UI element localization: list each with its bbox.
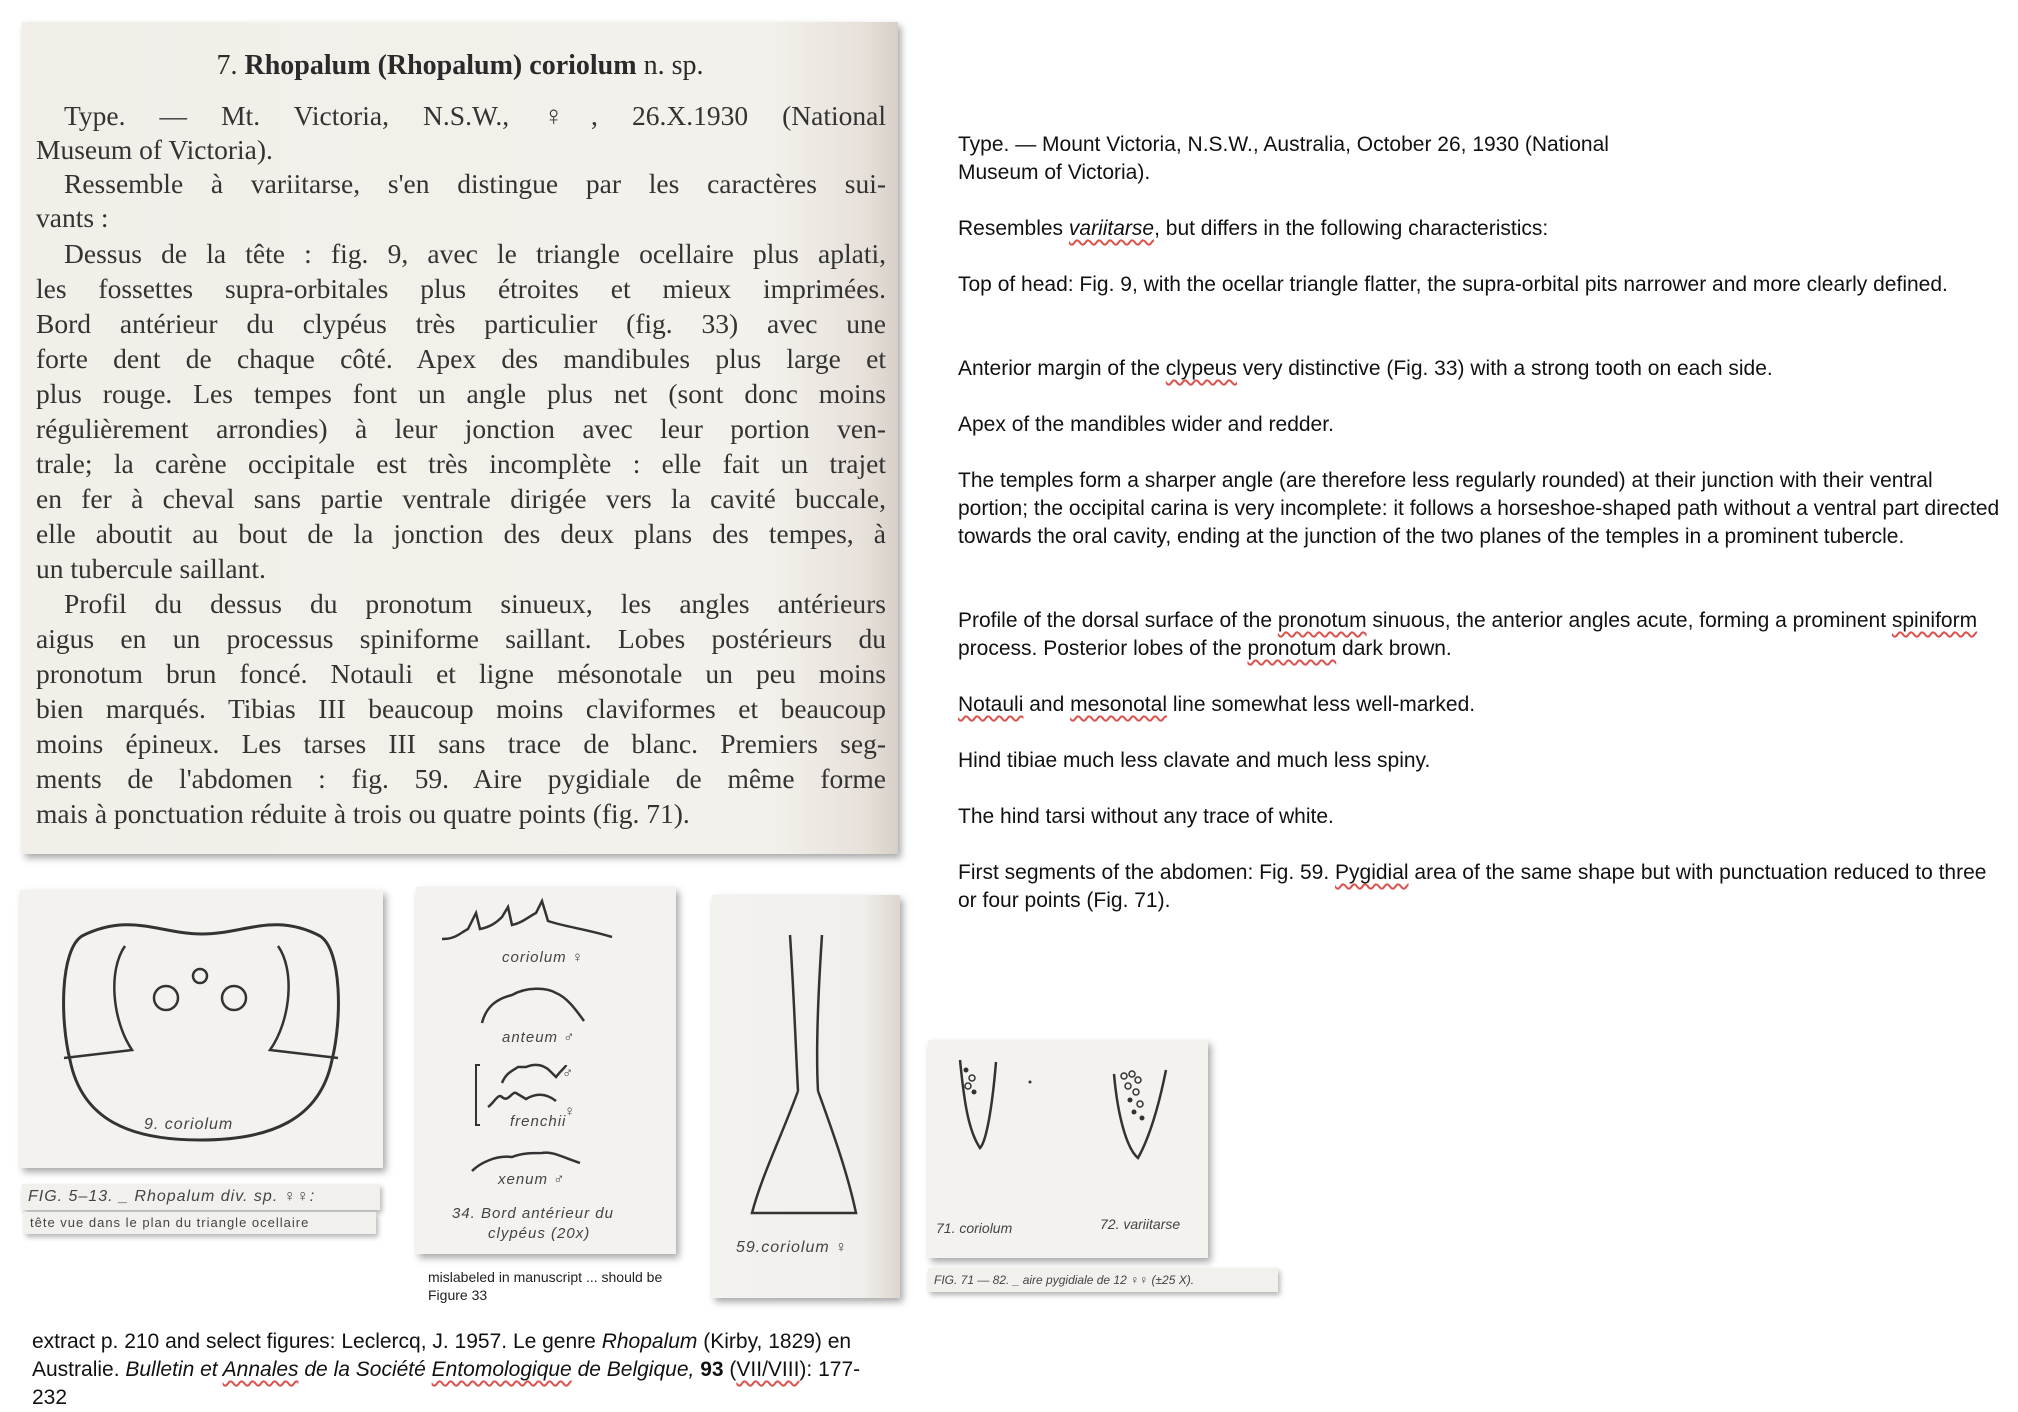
title-nsp: n. sp.	[643, 50, 704, 81]
species-name: variitarse	[1068, 217, 1155, 240]
figure-71-72-pygidium	[928, 1040, 1208, 1258]
term: Pygidial	[1335, 861, 1409, 884]
figure-9-label: 9. coriolum	[144, 1116, 234, 1133]
text-span: (Kirby, 1829) en Australie.	[32, 1330, 852, 1381]
clypeus-frenchii-label: frenchii	[510, 1113, 567, 1130]
journal-name: Entomologique	[431, 1358, 572, 1381]
translation-type-line2: Museum of Victoria).	[958, 161, 1151, 184]
text-span: (	[723, 1358, 737, 1381]
term: mesonotal	[1070, 693, 1167, 716]
scan-line: moins épineux. Les tarses III sans trace de blanc. Premiers seg-	[36, 728, 886, 759]
figure-34-clypeus	[416, 887, 676, 1254]
issue-number: VII/VIII	[736, 1358, 800, 1381]
text-span: area of the same shape but with punctuation reduced to three or four points (Fig. 71).	[958, 861, 1987, 912]
translation-pronotum	[958, 607, 1998, 663]
figure-72-label: 72. variitarse	[1100, 1216, 1181, 1232]
figure-34-caption-line2: clypéus (20x)	[488, 1225, 591, 1242]
figure-5-13-caption: FIG. 5–13. _ Rhopalum div. sp. ♀♀:	[22, 1184, 380, 1210]
journal-name: Bulletin et	[125, 1358, 223, 1381]
translation-mandibles: Apex of the mandibles wider and redder.	[958, 413, 1334, 436]
scan-line: Ressemble à variitarse, s'en distingue par les caractères sui-	[64, 168, 886, 199]
figure-59-abdomen	[712, 895, 900, 1298]
scan-line: vants :	[36, 202, 109, 233]
clypeus-female-sign: ♀	[564, 1103, 577, 1120]
volume-number: 93	[700, 1358, 724, 1381]
clypeus-drawings	[416, 887, 676, 1254]
text-span: First segments of the abdomen: Fig. 59.	[958, 861, 1336, 884]
text-span: Anterior margin of the	[958, 357, 1166, 380]
scan-line: en fer à cheval sans partie ventrale dirigée vers la cavité buccale,	[36, 483, 886, 514]
scan-line: Type. — Mt. Victoria, N.S.W., ♀, 26.X.1930 (National	[64, 100, 886, 131]
text-span: extract p. 210 and select figures: Leclercq, J. 1957. Le genre	[32, 1330, 602, 1353]
term: spiniform	[1891, 609, 1978, 632]
scan-line: pronotum brun foncé. Notauli et ligne mésonotale un peu moins	[36, 658, 886, 689]
journal-name: de la Société	[298, 1358, 432, 1381]
clypeus-coriolum-label: coriolum ♀	[502, 949, 585, 966]
scan-line: Profil du dessus du pronotum sinueux, les angles antérieurs	[64, 588, 886, 619]
term: pronotum	[1247, 637, 1337, 660]
mislabel-note: mislabeled in manuscript ... should be Figure 33	[428, 1269, 663, 1303]
text-span: , but differs in the following characteristics:	[1154, 217, 1549, 240]
citation	[32, 1328, 892, 1412]
clypeus-xenum-label: xenum ♂	[498, 1171, 566, 1188]
scan-line: forte dent de chaque côté. Apex des mandibules plus large et	[36, 343, 886, 374]
species-title	[22, 50, 898, 82]
term: pronotum	[1277, 609, 1367, 632]
text-span: line somewhat less well-marked.	[1166, 693, 1476, 716]
translation-type	[958, 131, 2018, 187]
text-span: process. Posterior lobes of the	[958, 637, 1248, 660]
journal-name: Annales	[222, 1358, 299, 1381]
genus-name: Rhopalum	[601, 1330, 698, 1353]
text-span: Resembles	[958, 217, 1069, 240]
figure-59-label: 59.coriolum ♀	[736, 1239, 849, 1256]
scan-line: aigus en un processus spiniforme saillant. Lobes postérieurs du	[36, 623, 886, 654]
translation-notauli	[958, 691, 2018, 719]
clypeus-anteum-label: anteum ♂	[502, 1029, 576, 1046]
figure-71-82-caption: FIG. 71 — 82. _ aire pygidiale de 12 ♀♀ (±25 X).	[928, 1268, 1278, 1292]
translation-clypeus	[958, 355, 2018, 383]
scan-line: régulièrement arrondies) à leur jonction avec leur portion ven-	[36, 413, 886, 444]
text-span: and	[1023, 693, 1071, 716]
abdomen-drawing	[712, 895, 900, 1298]
translation-tibiae: Hind tibiae much less clavate and much less spiny.	[958, 749, 1431, 772]
figure-9-head	[20, 890, 383, 1168]
text-span: ): 177-232	[32, 1358, 861, 1409]
text-span: dark brown.	[1336, 637, 1452, 660]
scan-line: les fossettes supra-orbitales plus étroites et mieux imprimées.	[36, 273, 886, 304]
figure-34-caption-line1: 34. Bord antérieur du	[452, 1205, 614, 1222]
scan-line: elle aboutit au bout de la jonction des deux plans des tempes, à	[36, 518, 886, 549]
term: clypeus	[1165, 357, 1237, 380]
scan-line: un tubercule saillant.	[36, 553, 266, 584]
translation-temples: The temples form a sharper angle (are therefore less regularly rounded) at their junction with their ventral portion; the occipital carina is very incomplete: it follows a horseshoe-shaped path without a ventral part directed towards the oral cavity, ending at the junction of the two planes of the temples in a prominent tubercle.	[958, 469, 2000, 548]
translation-head: Top of head: Fig. 9, with the ocellar triangle flatter, the supra-orbital pits narrower and more clearly defined.	[958, 273, 1948, 296]
scanned-french-text	[22, 22, 898, 854]
scan-line: ments de l'abdomen : fig. 59. Aire pygidiale de même forme	[36, 763, 886, 794]
scan-line: bien marqués. Tibias III beaucoup moins claviformes et beaucoup	[36, 693, 886, 724]
translation-type-line1: Type. — Mount Victoria, N.S.W., Australia, October 26, 1930 (National	[958, 133, 1609, 156]
translation-abdomen	[958, 859, 1998, 915]
title-genus: Rhopalum	[244, 50, 371, 81]
scan-line: trale; la carène occipitale est très incomplète : elle fait un trajet	[36, 448, 886, 479]
scan-line: Dessus de la tête : fig. 9, avec le triangle ocellaire plus aplati,	[64, 238, 886, 269]
figure-71-label: 71. coriolum	[936, 1220, 1013, 1236]
title-number: 7.	[216, 50, 238, 81]
text-span: very distinctive (Fig. 33) with a strong tooth on each side.	[1236, 357, 1773, 380]
translation-tarsi: The hind tarsi without any trace of white.	[958, 805, 1334, 828]
text-span: Profile of the dorsal surface of the	[958, 609, 1278, 632]
title-subgenus: (Rhopalum)	[377, 50, 523, 81]
scan-line: plus rouge. Les tempes font un angle plus net (sont donc moins	[36, 378, 886, 409]
scan-line: Museum of Victoria).	[36, 134, 273, 165]
translation-resembles	[958, 215, 2018, 243]
clypeus-male-sign: ♂	[562, 1065, 575, 1082]
text-span: sinuous, the anterior angles acute, forming a prominent	[1366, 609, 1892, 632]
term: Notauli	[958, 693, 1024, 716]
figure-5-13-subcaption: tête vue dans le plan du triangle ocellaire	[24, 1212, 376, 1234]
scan-line: mais à ponctuation réduite à trois ou quatre points (fig. 71).	[36, 798, 690, 829]
title-species: coriolum	[529, 50, 637, 81]
scan-line: Bord antérieur du clypéus très particulier (fig. 33) avec une	[36, 308, 886, 339]
journal-name: de Belgique,	[571, 1358, 695, 1381]
